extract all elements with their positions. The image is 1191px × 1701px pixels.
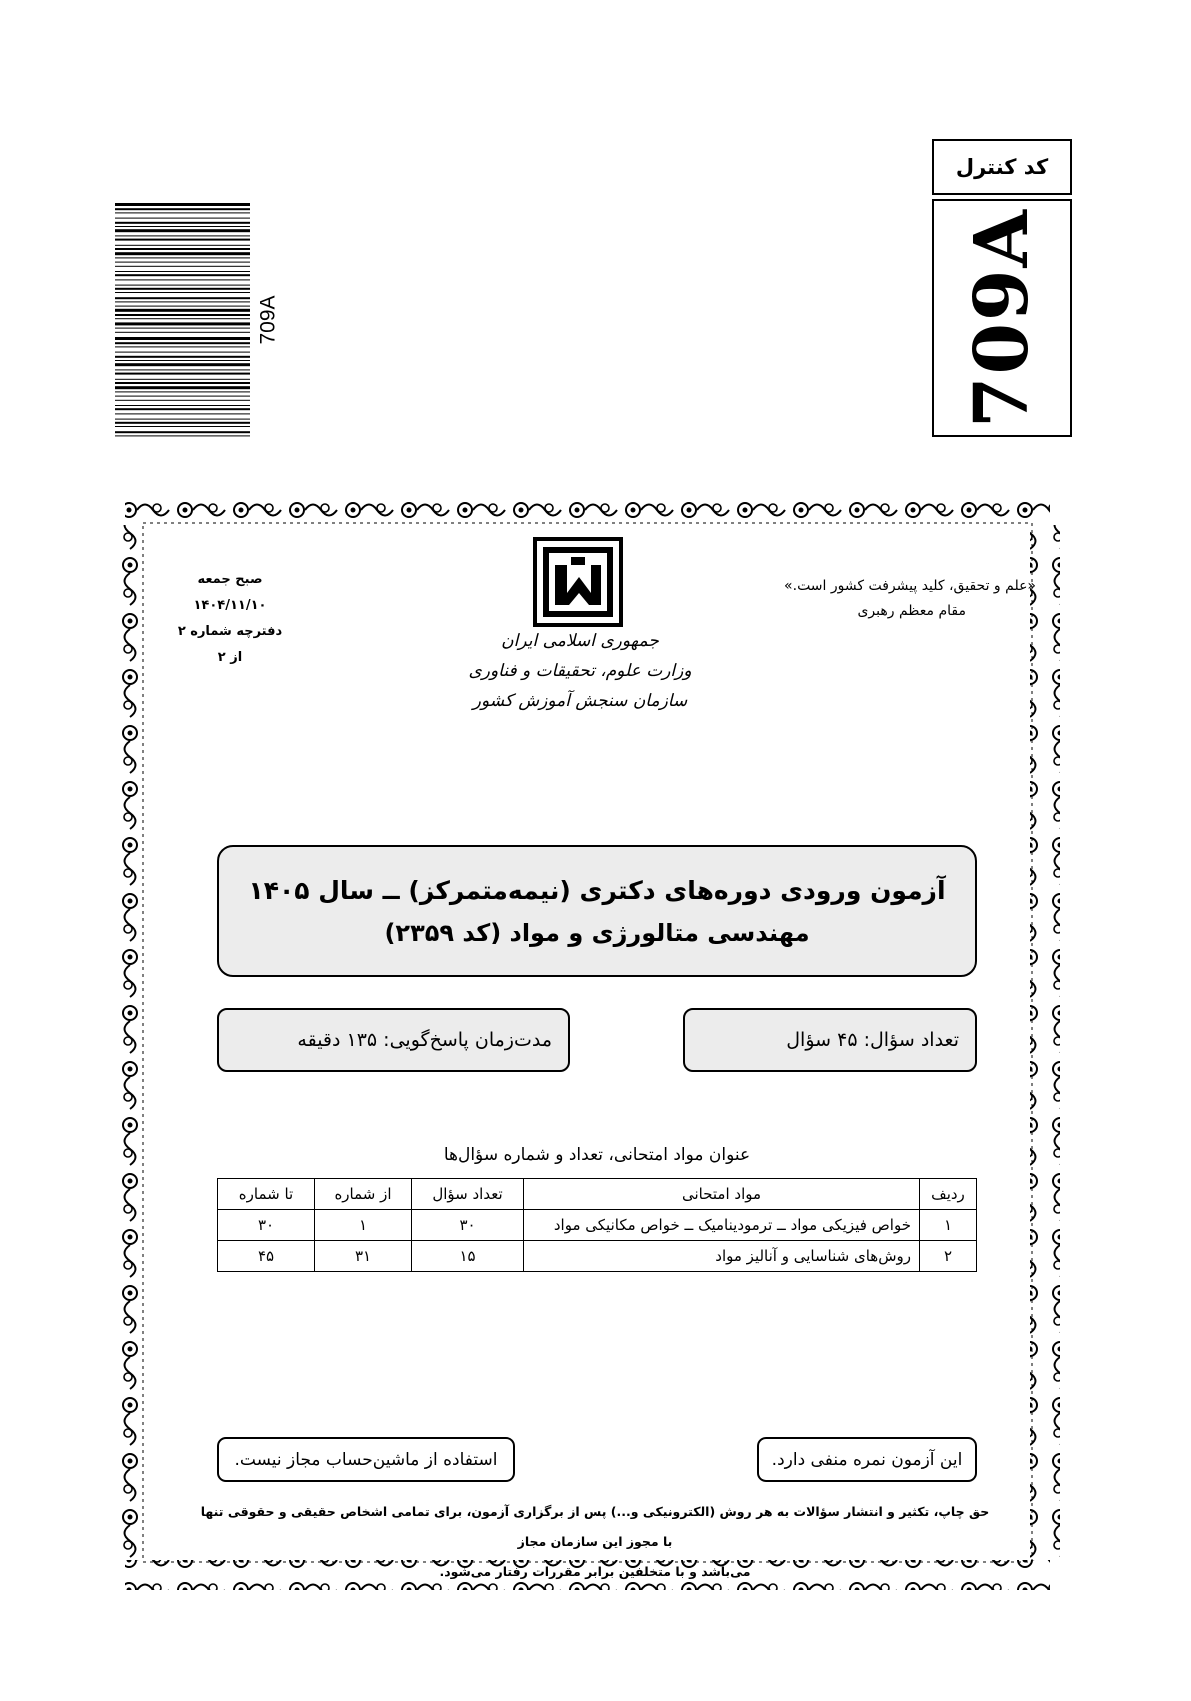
barcode-text-box [244,295,294,345]
copyright-line-1: حق چاپ، تکثیر و انتشار سؤالات به هر روش (الکترونیکی و...) پس از برگزاری آزمون، برای تمامی اشخاص حقیقی و حقوقی تنها با مجوز این سازمان مجاز [200,1504,990,1549]
column-header: مواد امتحانی [524,1179,920,1210]
exam-title: آزمون ورودی دوره‌های دکتری (نیمه‌متمرکز) ــ سال ۱۴۰۵ [248,875,946,905]
session-day: صبح جمعه [197,572,263,587]
column-header: تا شماره [218,1179,315,1210]
copyright-notice [195,1497,995,1587]
column-header: ردیف [920,1179,977,1210]
table-cell: ۴۵ [218,1241,315,1272]
duration: مدت‌زمان پاسخ‌گویی: ۱۳۵ دقیقه [297,1029,552,1051]
negative-score-box [757,1437,977,1482]
organization-logo [533,537,623,627]
table-row [218,1210,977,1241]
exam-date: ۱۴۰۴/۱۱/۱۰ [193,598,267,613]
quote: «علم و تحقیق، کلید پیشرفت کشور است.» [784,578,1036,594]
table-cell: ۳۱ [315,1241,412,1272]
title-box [217,845,977,977]
field-title: مهندسی متالورژی و مواد (کد ۲۳۵۹) [384,918,810,947]
table-cell: ۱۵ [412,1241,524,1272]
session-block [170,567,290,671]
table-cell: ۱ [920,1210,977,1241]
table-cell: ۲ [920,1241,977,1272]
table-cell: ۳۰ [412,1210,524,1241]
table-cell: روش‌های شناسایی و آنالیز مواد [524,1241,920,1272]
copyright-line-2: می‌باشد و با متخلفین برابر مقررات رفتار می‌شود. [439,1564,751,1579]
control-code: 709A [959,208,1046,428]
duration-box [217,1008,570,1072]
control-code-box [932,199,1072,437]
org-line-1: جمهوری اسلامی ایران [501,631,659,651]
organization-name [460,626,700,716]
table-cell: خواص فیزیکی مواد ــ ترمودینامیک ــ خواص مکانیکی مواد [524,1210,920,1241]
table-row [218,1241,977,1272]
calculator-note: استفاده از ماشین‌حساب مجاز نیست. [234,1449,498,1470]
question-count: تعداد سؤال: ۴۵ سؤال [786,1029,959,1051]
question-count-box [683,1008,977,1072]
calculator-box [217,1437,515,1482]
control-label: کد کنترل [955,155,1049,179]
table-cell: ۱ [315,1210,412,1241]
table-header-row [218,1179,977,1210]
control-label-box [932,139,1072,195]
column-header: از شماره [315,1179,412,1210]
column-header: تعداد سؤال [412,1179,524,1210]
org-line-3: سازمان سنجش آموزش کشور [472,691,688,711]
org-line-2: وزارت علوم، تحقیقات و فناوری [468,661,692,681]
subjects-table [217,1178,977,1272]
table-caption: عنوان مواد امتحانی، تعداد و شماره سؤال‌ها [443,1145,751,1165]
table-cell: ۳۰ [218,1210,315,1241]
barcode-text: 709A [256,295,280,345]
barcode [115,203,250,438]
negative-score-note: این آزمون نمره منفی دارد. [771,1449,963,1470]
booklet-number: دفترچه شماره ۲ از ۲ [177,624,283,665]
quote-author: مقام معظم رهبری [857,603,966,619]
